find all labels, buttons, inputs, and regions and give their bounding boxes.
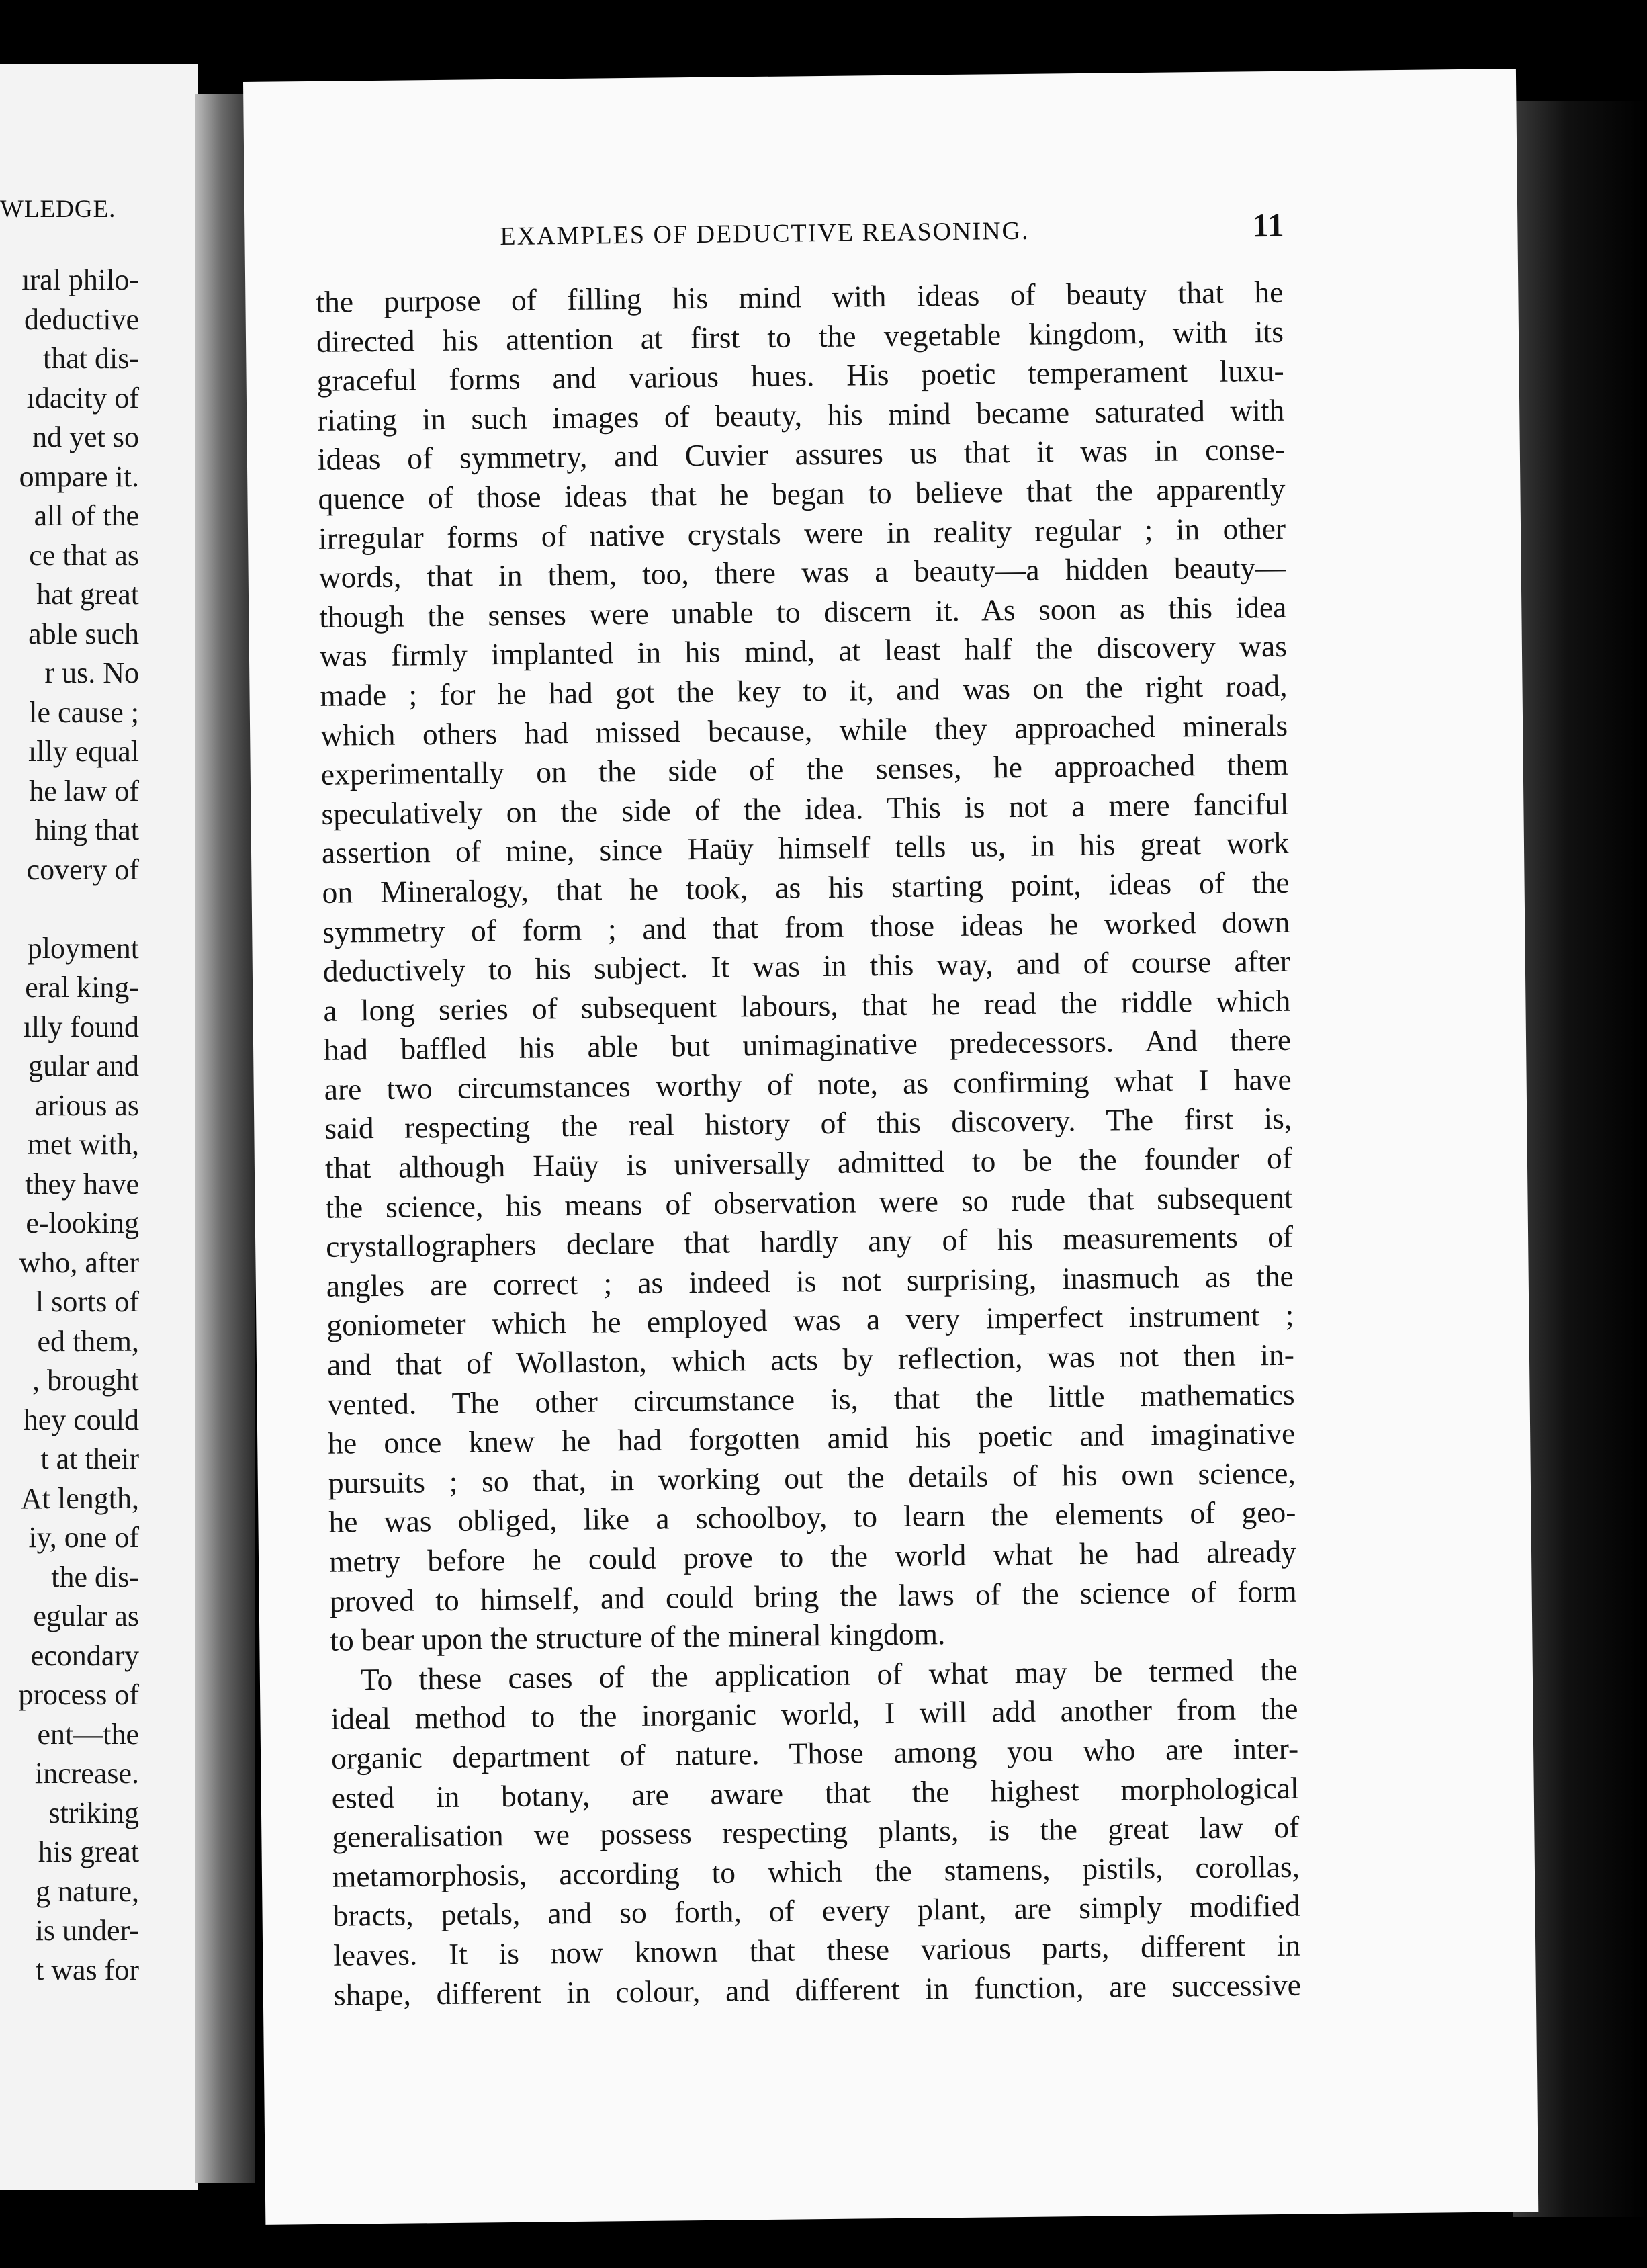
text-line: ested in botany, are aware that the highest morphological — [331, 1770, 1299, 1815]
text-line: symmetry of form ; and that from those ideas he worked down — [322, 904, 1290, 949]
text-line: ent—the — [37, 1717, 139, 1751]
text-line: speculatively on the side of the idea. This is not a mere fanciful — [321, 786, 1289, 831]
text-line: was firmly implanted in his mind, at least half the discovery was — [319, 629, 1288, 674]
text-line: quence of those ideas that he began to believe that the apparently — [318, 471, 1286, 516]
text-line: metry before he could prove to the world what he had already — [328, 1534, 1297, 1579]
text-line: graceful forms and various hues. His poetic temperament luxu- — [316, 353, 1284, 398]
text-line: hing that — [34, 814, 139, 846]
text-line: ılly equal — [28, 735, 139, 768]
text-line: ed them, — [37, 1324, 139, 1358]
text-line: r us. No — [44, 656, 139, 689]
text-line: arious as — [34, 1088, 139, 1122]
paragraph-2 — [330, 1650, 1301, 2014]
page-number: 11 — [1252, 206, 1284, 245]
text-line: ompare it. — [19, 460, 139, 493]
paragraph-1 — [316, 273, 1297, 1661]
text-line: made ; for he had got the key to it, and was on the right road, — [320, 668, 1288, 713]
text-line: angles are correct ; as indeed is not surprising, inasmuch as the — [326, 1258, 1294, 1303]
text-line: goniometer which he employed was a very imperfect instrument ; — [326, 1298, 1294, 1343]
text-line: vented. The other circumstance is, that the little mathematics — [327, 1377, 1295, 1422]
text-line: are two circumstances worthy of note, as confirming what I have — [324, 1061, 1292, 1106]
text-line: ıdacity of — [26, 381, 139, 415]
text-line: they have — [25, 1167, 139, 1201]
text-line: e-looking — [26, 1207, 139, 1239]
text-line: riating in such images of beauty, his mind became saturated with — [317, 392, 1285, 437]
text-line: ılly found — [23, 1010, 139, 1043]
text-line: hat great — [36, 578, 139, 611]
text-line: and that of Wollaston, which acts by reflection, was not then in- — [326, 1337, 1295, 1382]
text-line: had baffled his able but unimaginative predecessors. And there — [323, 1022, 1292, 1067]
text-line: deductively to his subject. It was in this way, and of course after — [322, 943, 1291, 988]
text-line: At length, — [21, 1481, 139, 1515]
left-page-text — [18, 261, 139, 1990]
text-line: that although Haüy is universally admitted to be the founder of — [324, 1140, 1293, 1185]
text-line: l sorts of — [36, 1285, 139, 1318]
left-running-head: WLEDGE. — [0, 195, 116, 223]
text-line: the science, his means of observation were so rude that subsequent — [325, 1180, 1293, 1225]
text-line: increase. — [34, 1757, 139, 1790]
text-line: irregular forms of native crystals were in reality regular ; in other — [318, 511, 1286, 556]
text-line: his great — [38, 1835, 139, 1868]
text-line: proved to himself, and could bring the laws of the science of form — [329, 1573, 1297, 1618]
text-line: egular as — [33, 1600, 139, 1632]
text-line: ideal method to the inorganic world, I will add another from the — [330, 1692, 1298, 1737]
text-line: generalisation we possess respecting plants, is the great law of — [332, 1809, 1300, 1854]
text-line: to bear upon the structure of the mineral kingdom. — [330, 1616, 946, 1657]
text-line: able such — [28, 617, 139, 650]
text-line: that dis- — [43, 342, 139, 375]
text-line: To these cases of the application of what may be termed the — [360, 1652, 1298, 1697]
text-line: organic department of nature. Those among you who are inter- — [330, 1731, 1299, 1776]
text-line: words, that in them, too, there was a beauty—a hidden beauty— — [318, 550, 1286, 595]
text-line: a long series of subsequent labours, that he read the riddle which — [323, 983, 1291, 1028]
text-line: t was for — [36, 1953, 139, 1987]
body-text — [316, 273, 1301, 2015]
text-line: ce that as — [29, 538, 139, 572]
running-head: EXAMPLES OF DEDUCTIVE REASONING. — [500, 216, 1030, 251]
text-line: striking — [48, 1796, 139, 1829]
text-line: t at their — [40, 1442, 139, 1475]
text-line: crystallographers declare that hardly any of his measurements of — [325, 1219, 1294, 1264]
text-line: metamorphosis, according to which the stamens, pistils, corollas, — [332, 1849, 1300, 1894]
text-line: shape, different in colour, and different in function, are successive — [333, 1967, 1302, 2012]
text-line: gular and — [28, 1049, 139, 1082]
text-line: he law of — [29, 774, 139, 808]
text-line: deductive — [24, 302, 139, 336]
text-line: leaves. It is now known that these various parts, different in — [332, 1927, 1301, 1972]
text-line: directed his attention at first to the vegetable kingdom, with its — [316, 314, 1284, 359]
text-line: the purpose of filling his mind with ideas of beauty that he — [316, 274, 1284, 319]
text-line: is under- — [35, 1914, 139, 1947]
text-line: hey could — [23, 1403, 139, 1436]
text-line: said respecting the real history of this discovery. The first is, — [324, 1101, 1292, 1146]
text-line: assertion of mine, since Haüy himself tells us, in his great work — [321, 826, 1290, 871]
text-line: met with, — [27, 1128, 139, 1161]
text-line: ployment — [27, 931, 139, 965]
text-line: iy, one of — [28, 1521, 139, 1554]
text-line: g nature, — [36, 1874, 139, 1908]
text-line: experimentally on the side of the senses, he approached them — [320, 746, 1288, 791]
text-line: le cause ; — [29, 695, 139, 729]
text-line: the dis- — [51, 1560, 139, 1594]
text-line: ıral philo- — [21, 263, 139, 296]
text-line: though the senses were unable to discern it. As soon as this idea — [319, 589, 1287, 634]
text-line — [18, 889, 139, 929]
text-line: on Mineralogy, that he took, as his starting point, ideas of the — [322, 865, 1290, 910]
text-line: covery of — [26, 853, 139, 886]
text-line: pursuits ; so that, in working out the details of his own science, — [328, 1455, 1296, 1500]
text-line: who, after — [19, 1246, 139, 1279]
text-line: he was obliged, like a schoolboy, to learn the elements of geo- — [328, 1495, 1296, 1540]
right-page — [243, 69, 1538, 2225]
text-line: eral king- — [25, 971, 139, 1004]
text-line: nd yet so — [32, 421, 139, 453]
text-line: he once knew he had forgotten amid his poetic and imaginative — [327, 1415, 1296, 1461]
text-line: which others had missed because, while they approached minerals — [320, 707, 1288, 752]
text-line: econdary — [30, 1639, 139, 1672]
text-line: , brought — [32, 1364, 139, 1397]
text-line: process of — [18, 1678, 139, 1711]
text-line: ideas of symmetry, and Cuvier assures us that it was in conse- — [317, 432, 1286, 477]
text-line: all of the — [34, 499, 139, 532]
text-line: bracts, petals, and so forth, of every plant, are simply modified — [332, 1888, 1300, 1933]
